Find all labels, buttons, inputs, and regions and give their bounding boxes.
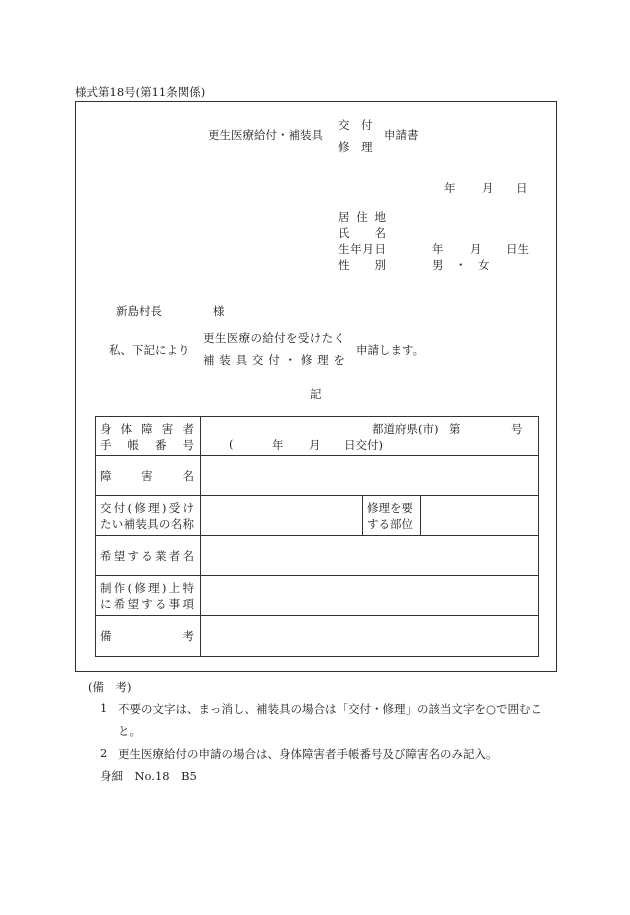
- address-label: 居住地: [338, 210, 386, 224]
- request-lead: 私、下記により: [109, 343, 190, 357]
- request-tail: 申請します。: [356, 343, 425, 357]
- birth-day-suffix: 日生: [506, 242, 529, 256]
- handbook-go: 号: [511, 422, 523, 436]
- handbook-label-line1: 身体障害者: [100, 422, 194, 436]
- table-rule: [95, 615, 539, 616]
- repair-part-label-line2: する部位: [367, 517, 413, 531]
- handbook-dai: 第: [449, 422, 461, 436]
- handbook-issue-day: 日交付): [344, 438, 383, 452]
- remarks-label: 備考: [100, 629, 194, 643]
- table-rule: [95, 575, 539, 576]
- table-rule: [95, 535, 539, 536]
- ki-heading: 記: [310, 387, 322, 401]
- vendor-label: 希望する業者名: [100, 549, 194, 563]
- title-prefix: 更生医療給付・補装具: [208, 128, 323, 142]
- sex-options: 男 ・ 女: [432, 258, 490, 272]
- name-label: 氏 名: [338, 226, 386, 240]
- handbook-issue-year: 年: [272, 438, 284, 452]
- form-code: 身細 No.18 B5: [100, 769, 197, 783]
- table-column-rule: [420, 495, 421, 535]
- form-number: 様式第18号(第11条関係): [75, 85, 206, 99]
- disability-name-label: 障害名: [100, 469, 194, 483]
- title-suffix: 申請書: [384, 128, 419, 142]
- notes-heading: (備 考): [88, 680, 132, 694]
- table-rule: [95, 455, 539, 456]
- handbook-issue-month: 月: [309, 438, 321, 452]
- addressee-honorific: 様: [213, 304, 225, 318]
- table-rule: [95, 495, 539, 496]
- birth-year: 年: [432, 242, 444, 256]
- note-1-text: 不要の文字は、まっ消し、補装具の場合は「交付・修理」の該当文字を○で囲むこ: [118, 702, 543, 716]
- device-name-label-line1: 交付(修理)受け: [100, 501, 194, 515]
- addressee-name: 新島村長: [116, 304, 162, 318]
- date-month: 月: [482, 181, 494, 195]
- device-name-label-line2: たい補装具の名称: [100, 517, 194, 531]
- note-1-continued: と。: [118, 724, 141, 738]
- note-2-number: 2: [100, 746, 108, 760]
- note-2-text: 更生医療給付の申請の場合は、身体障害者手帳番号及び障害名のみ記入。: [118, 747, 498, 761]
- date-year: 年: [444, 181, 456, 195]
- table-column-rule: [362, 495, 363, 535]
- repair-part-label-line1: 修理を要: [367, 501, 413, 515]
- birth-month: 月: [470, 242, 482, 256]
- special-request-label-line2: に希望する事項: [100, 597, 194, 611]
- birth-label: 生年月日: [338, 242, 386, 256]
- title-option-issue: 交 付: [338, 118, 373, 132]
- title-option-repair: 修 理: [338, 140, 373, 154]
- handbook-label-line2: 手帳番号: [100, 438, 194, 452]
- special-request-label-line1: 制作(修理)上特: [100, 581, 194, 595]
- note-1-number: 1: [100, 701, 108, 715]
- request-option-device: 補装具交付・修理を: [203, 353, 345, 367]
- sex-label: 性 別: [338, 258, 386, 272]
- request-option-medical: 更生医療の給付を受けたく: [203, 331, 345, 345]
- handbook-prefecture: 都道府県(市): [372, 422, 439, 436]
- handbook-open-paren: (: [229, 437, 234, 451]
- date-day: 日: [516, 181, 528, 195]
- table-column-rule: [200, 416, 201, 657]
